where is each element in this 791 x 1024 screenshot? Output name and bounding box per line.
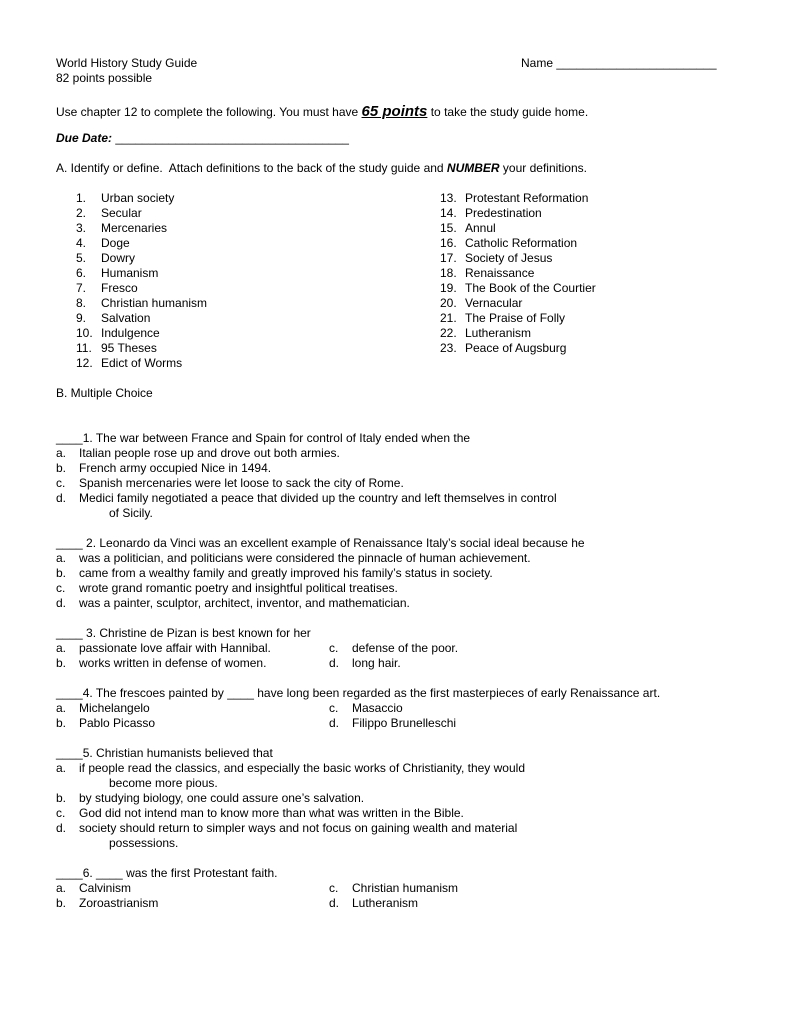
option-letter: b. bbox=[56, 791, 67, 805]
option-b bbox=[56, 656, 266, 671]
term-item bbox=[440, 206, 596, 221]
term-text: Christian humanism bbox=[101, 296, 208, 310]
option-letter: d. bbox=[56, 596, 67, 610]
term-item bbox=[440, 281, 596, 296]
option-b bbox=[56, 791, 756, 806]
term-text: Secular bbox=[101, 206, 142, 220]
option-c bbox=[329, 641, 458, 656]
term-number: 6. bbox=[76, 266, 87, 280]
question-1 bbox=[56, 431, 756, 521]
options-row-2 bbox=[56, 656, 756, 671]
option-letter: a. bbox=[56, 551, 67, 565]
term-item bbox=[76, 296, 207, 311]
study-guide-page bbox=[56, 56, 756, 911]
term-text: Catholic Reformation bbox=[465, 236, 578, 250]
option-a bbox=[56, 446, 756, 461]
instructions-before: Use chapter 12 to complete the following. You must have bbox=[56, 105, 362, 119]
option-a bbox=[56, 641, 271, 656]
term-text: Indulgence bbox=[101, 326, 160, 340]
section-a-heading bbox=[56, 161, 756, 176]
term-number: 13. bbox=[440, 191, 457, 205]
options-row-2 bbox=[56, 716, 756, 731]
options-row-2 bbox=[56, 896, 756, 911]
option-b bbox=[56, 461, 756, 476]
option-text: was a painter, sculptor, architect, inventor, and mathematician. bbox=[79, 596, 410, 610]
term-text: The Book of the Courtier bbox=[465, 281, 596, 295]
term-text: 95 Theses bbox=[101, 341, 157, 355]
term-number: 18. bbox=[440, 266, 457, 280]
term-item bbox=[76, 236, 207, 251]
term-item bbox=[76, 266, 207, 281]
term-number: 20. bbox=[440, 296, 457, 310]
question-stem: ____1. The war between France and Spain for control of Italy ended when the bbox=[56, 431, 471, 445]
option-c bbox=[56, 581, 756, 596]
option-letter: c. bbox=[56, 806, 66, 820]
option-text: God did not intend man to know more than what was written in the Bible. bbox=[79, 806, 464, 820]
option-a-continued: become more pious. bbox=[109, 776, 218, 790]
term-number: 2. bbox=[76, 206, 87, 220]
option-text: Spanish mercenaries were let loose to sack the city of Rome. bbox=[79, 476, 404, 490]
option-a bbox=[56, 701, 150, 716]
question-2 bbox=[56, 536, 756, 611]
term-item bbox=[76, 326, 207, 341]
option-letter: b. bbox=[56, 656, 67, 670]
option-c bbox=[56, 806, 756, 821]
term-item bbox=[76, 191, 207, 206]
term-number: 23. bbox=[440, 341, 457, 355]
option-text: Filippo Brunelleschi bbox=[352, 716, 457, 730]
term-text: The Praise of Folly bbox=[465, 311, 566, 325]
option-letter: a. bbox=[56, 881, 67, 895]
option-a bbox=[56, 551, 756, 566]
option-text: Lutheranism bbox=[352, 896, 419, 910]
option-text: long hair. bbox=[352, 656, 401, 670]
option-d-continued: of Sicily. bbox=[109, 506, 153, 520]
option-d bbox=[329, 656, 401, 671]
term-text: Urban society bbox=[101, 191, 175, 205]
term-item bbox=[76, 281, 207, 296]
option-c bbox=[329, 701, 403, 716]
term-text: Annul bbox=[465, 221, 496, 235]
terms-column-right bbox=[440, 191, 596, 356]
term-text: Salvation bbox=[101, 311, 151, 325]
term-item bbox=[76, 356, 207, 371]
term-text: Humanism bbox=[101, 266, 159, 280]
term-number: 9. bbox=[76, 311, 87, 325]
option-d bbox=[329, 716, 456, 731]
term-item bbox=[440, 266, 596, 281]
option-text: French army occupied Nice in 1494. bbox=[79, 461, 272, 475]
page-title: World History Study Guide bbox=[56, 56, 198, 70]
term-item bbox=[440, 311, 596, 326]
option-letter: a. bbox=[56, 761, 67, 775]
term-number: 19. bbox=[440, 281, 457, 295]
option-letter: b. bbox=[56, 461, 67, 475]
header-row bbox=[56, 56, 756, 71]
term-text: Lutheranism bbox=[465, 326, 532, 340]
option-text: Italian people rose up and drove out both armies. bbox=[79, 446, 340, 460]
option-letter: d. bbox=[329, 896, 340, 910]
option-text: Zoroastrianism bbox=[79, 896, 159, 910]
option-d bbox=[56, 821, 756, 836]
option-text: Calvinism bbox=[79, 881, 132, 895]
option-letter: a. bbox=[56, 446, 67, 460]
term-item bbox=[440, 296, 596, 311]
term-text: Fresco bbox=[101, 281, 138, 295]
option-letter: d. bbox=[56, 491, 67, 505]
option-letter: d. bbox=[329, 716, 340, 730]
option-letter: b. bbox=[56, 896, 67, 910]
due-date-label: Due Date bbox=[56, 131, 109, 145]
term-number: 16. bbox=[440, 236, 457, 250]
question-5 bbox=[56, 746, 756, 851]
term-item bbox=[440, 341, 596, 356]
term-number: 17. bbox=[440, 251, 457, 265]
question-4 bbox=[56, 686, 756, 731]
option-letter: c. bbox=[329, 701, 339, 715]
option-letter: a. bbox=[56, 641, 67, 655]
option-d bbox=[329, 896, 418, 911]
option-text: Christian humanism bbox=[352, 881, 459, 895]
option-text: came from a wealthy family and greatly improved his family’s status in society. bbox=[79, 566, 493, 580]
term-text: Peace of Augsburg bbox=[465, 341, 567, 355]
section-a-text: A. Identify or define. Attach definitions to the back of the study guide and bbox=[56, 161, 447, 175]
term-item bbox=[76, 206, 207, 221]
term-number: 21. bbox=[440, 311, 457, 325]
term-number: 8. bbox=[76, 296, 87, 310]
option-c bbox=[329, 881, 458, 896]
option-text: was a politician, and politicians were considered the pinnacle of human achievement. bbox=[79, 551, 531, 565]
option-text: Medici family negotiated a peace that divided up the country and left themselves in control bbox=[79, 491, 557, 505]
option-text: passionate love affair with Hannibal. bbox=[79, 641, 271, 655]
term-item bbox=[440, 236, 596, 251]
section-a-emphasis: NUMBER bbox=[446, 161, 500, 175]
terms-list bbox=[56, 191, 756, 371]
option-letter: d. bbox=[329, 656, 340, 670]
term-text: Predestination bbox=[465, 206, 542, 220]
option-a bbox=[56, 881, 131, 896]
question-3 bbox=[56, 626, 756, 671]
option-d-continued: possessions. bbox=[109, 836, 179, 850]
term-text: Mercenaries bbox=[101, 221, 168, 235]
option-letter: c. bbox=[56, 581, 66, 595]
instructions bbox=[56, 103, 756, 120]
term-item bbox=[440, 221, 596, 236]
option-text: by studying biology, one could assure one’s salvation. bbox=[79, 791, 365, 805]
points-possible: 82 points possible bbox=[56, 71, 153, 85]
options-row-1 bbox=[56, 641, 756, 656]
option-text: society should return to simpler ways and not focus on gaining wealth and material bbox=[79, 821, 518, 835]
term-text: Society of Jesus bbox=[465, 251, 553, 265]
term-text: Dowry bbox=[101, 251, 136, 265]
question-stem: ____6. ____ was the first Protestant faith. bbox=[56, 866, 278, 880]
option-letter: b. bbox=[56, 566, 67, 580]
question-stem: ____ 3. Christine de Pizan is best known for her bbox=[56, 626, 311, 640]
option-text: wrote grand romantic poetry and insightful political treatises. bbox=[79, 581, 398, 595]
term-number: 22. bbox=[440, 326, 457, 340]
term-item bbox=[440, 251, 596, 266]
due-date-colon: : bbox=[108, 131, 113, 145]
term-text: Edict of Worms bbox=[101, 356, 183, 370]
term-number: 5. bbox=[76, 251, 87, 265]
option-c bbox=[56, 476, 756, 491]
option-text: Masaccio bbox=[352, 701, 403, 715]
option-text: Michelangelo bbox=[79, 701, 150, 715]
term-text: Doge bbox=[101, 236, 130, 250]
term-item bbox=[76, 251, 207, 266]
option-letter: d. bbox=[56, 821, 67, 835]
option-letter: c. bbox=[56, 476, 66, 490]
option-letter: c. bbox=[329, 881, 339, 895]
question-stem: ____ 2. Leonardo da Vinci was an excellent example of Renaissance Italy’s social ideal because he bbox=[56, 536, 585, 550]
section-a-text-end: your definitions. bbox=[499, 161, 587, 175]
term-number: 3. bbox=[76, 221, 87, 235]
option-b bbox=[56, 716, 155, 731]
term-number: 10. bbox=[76, 326, 93, 340]
option-b bbox=[56, 896, 158, 911]
term-item bbox=[440, 326, 596, 341]
terms-column-left bbox=[76, 191, 207, 371]
option-letter: a. bbox=[56, 701, 67, 715]
option-b bbox=[56, 566, 756, 581]
instructions-after: to take the study guide home. bbox=[427, 105, 589, 119]
section-b-heading: B. Multiple Choice bbox=[56, 386, 153, 400]
required-points: 65 points bbox=[361, 103, 428, 120]
option-a bbox=[56, 761, 756, 776]
option-text: defense of the poor. bbox=[352, 641, 459, 655]
term-number: 7. bbox=[76, 281, 87, 295]
question-stem: ____4. The frescoes painted by ____ have long been regarded as the first masterpieces of early Renaissance art. bbox=[56, 686, 661, 700]
term-text: Renaissance bbox=[465, 266, 535, 280]
option-letter: b. bbox=[56, 716, 67, 730]
term-number: 14. bbox=[440, 206, 457, 220]
term-text: Protestant Reformation bbox=[465, 191, 589, 205]
term-item bbox=[76, 311, 207, 326]
term-text: Vernacular bbox=[465, 296, 523, 310]
options-row-1 bbox=[56, 881, 756, 896]
option-letter: c. bbox=[329, 641, 339, 655]
option-text: if people read the classics, and especially the basic works of Christianity, they would bbox=[79, 761, 525, 775]
term-number: 15. bbox=[440, 221, 457, 235]
term-item bbox=[76, 221, 207, 236]
options-row-1 bbox=[56, 701, 756, 716]
option-d bbox=[56, 491, 756, 506]
option-text: Pablo Picasso bbox=[79, 716, 156, 730]
term-item bbox=[76, 341, 207, 356]
term-number: 1. bbox=[76, 191, 87, 205]
option-text: works written in defense of women. bbox=[79, 656, 267, 670]
question-6 bbox=[56, 866, 756, 911]
due-date-blank: ___________________________________ bbox=[112, 131, 349, 145]
due-date bbox=[56, 131, 756, 146]
term-number: 12. bbox=[76, 356, 93, 370]
question-stem: ____5. Christian humanists believed that bbox=[56, 746, 273, 760]
name-field: Name ________________________ bbox=[521, 56, 717, 70]
term-item bbox=[440, 191, 596, 206]
term-number: 4. bbox=[76, 236, 87, 250]
term-number: 11. bbox=[76, 341, 92, 355]
option-d bbox=[56, 596, 756, 611]
